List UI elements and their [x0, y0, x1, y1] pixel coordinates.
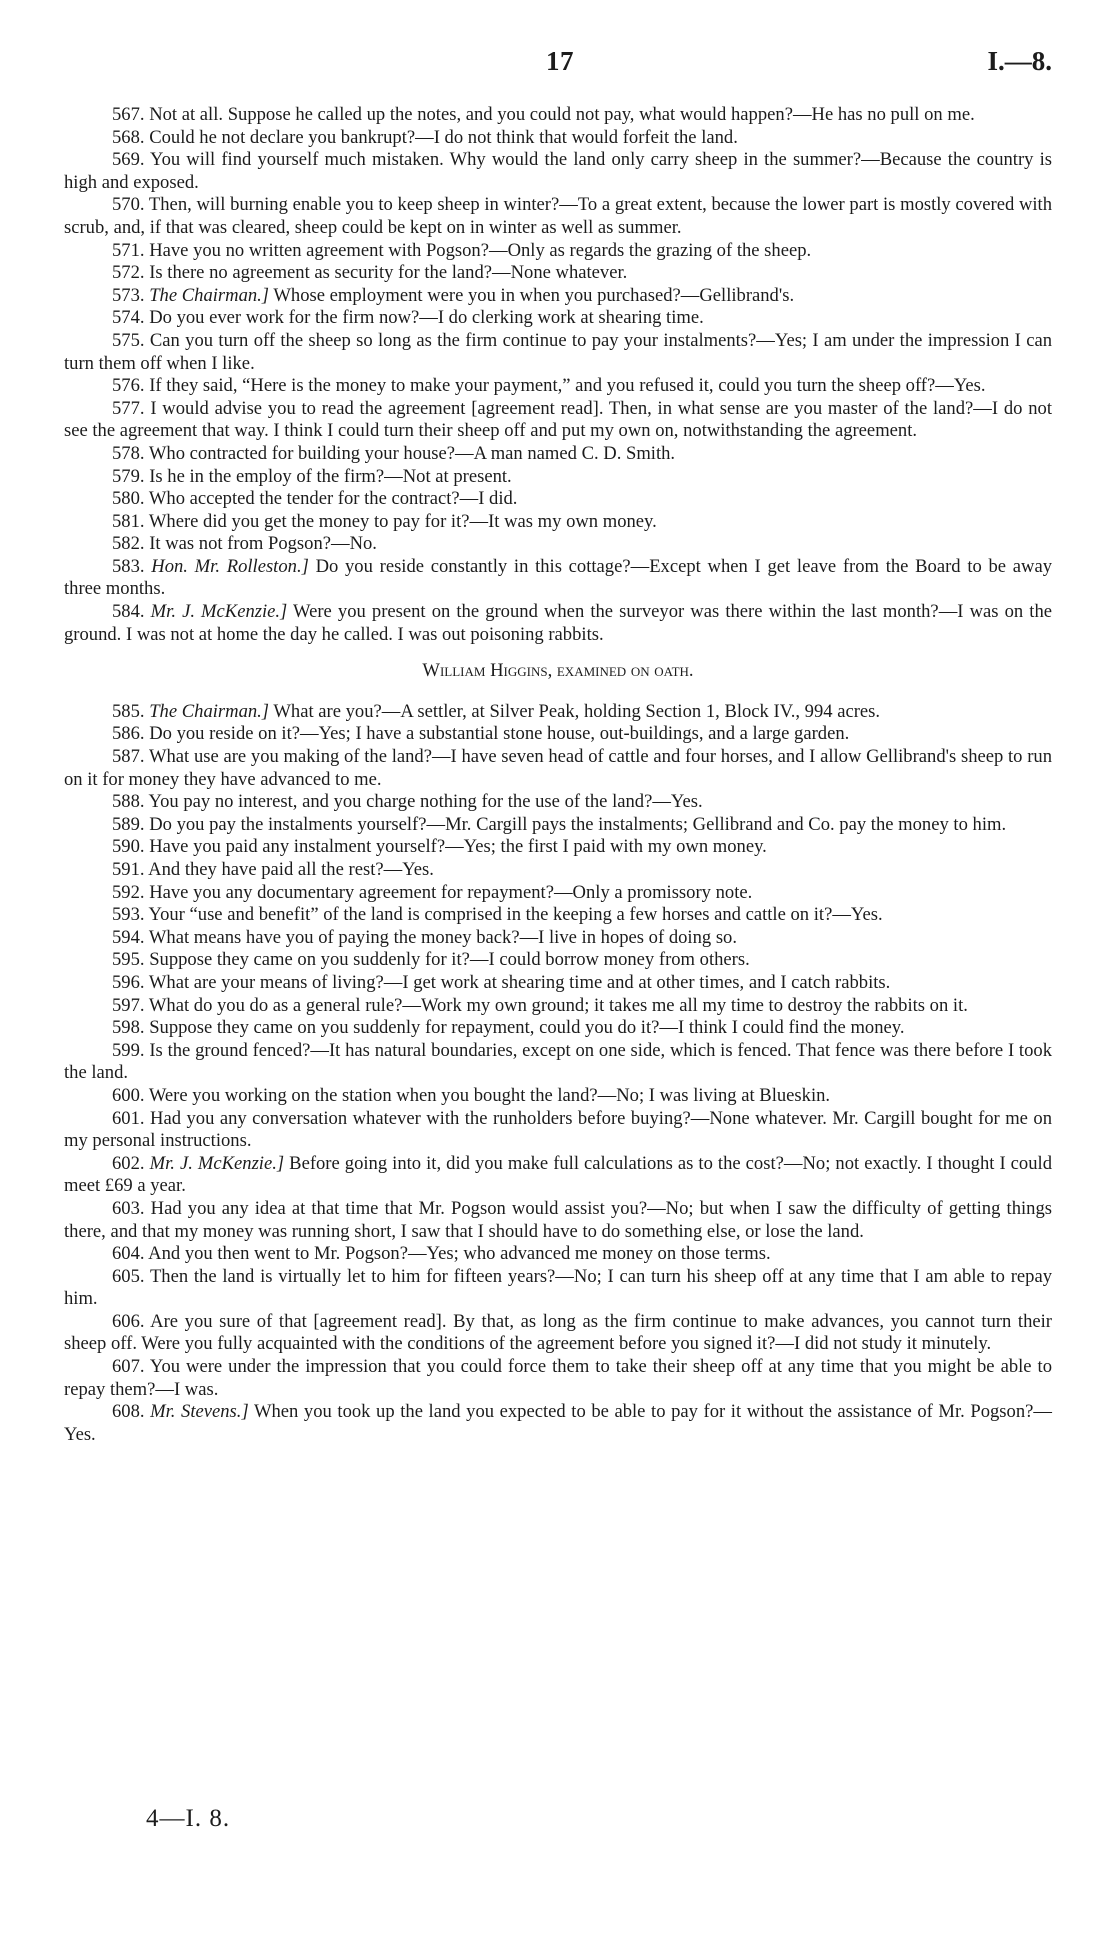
- question-number: 591.: [112, 859, 145, 880]
- speaker-name: The Chairman.]: [149, 284, 270, 306]
- question-number: 574.: [112, 307, 145, 329]
- question-number: 595.: [112, 949, 145, 971]
- question-paragraph: [64, 104, 1052, 127]
- question-number: 576.: [112, 375, 145, 397]
- series-reference: I.—8.: [987, 46, 1052, 76]
- question-text: Whose employment were you in when you purchased?—Gellibrand's.: [269, 284, 795, 306]
- question-number: 568.: [112, 126, 145, 148]
- question-text: Were you working on the station when you bought the land?—No; I was living at Blueskin.: [148, 1084, 831, 1106]
- question-paragraph: [64, 307, 1052, 330]
- question-number: 586.: [112, 723, 145, 745]
- signature-mark: 4—I. 8.: [146, 1805, 231, 1832]
- question-text: Is he in the employ of the firm?—Not at present.: [149, 465, 512, 487]
- question-paragraph: [64, 285, 1052, 308]
- question-paragraph: [64, 972, 1052, 995]
- question-text: You were under the impression that you could force them to take their sheep off at any time that you might be able to repay them?—I was.: [64, 1356, 1053, 1400]
- question-text: What are your means of living?—I get work at shearing time and at other times, and I catch rabbits.: [148, 971, 891, 993]
- question-number: 587.: [112, 746, 145, 768]
- question-paragraph: [64, 949, 1052, 972]
- question-number: 579.: [112, 465, 145, 487]
- question-paragraph: [64, 791, 1052, 814]
- question-paragraph: [64, 511, 1052, 534]
- question-paragraph: [64, 995, 1052, 1018]
- question-number: 567.: [112, 104, 145, 125]
- question-text: Had you any idea at that time that Mr. Pogson would assist you?—No; but when I saw the difficulty of getting things there, and that my money was running short, I saw that I should have to do something else, or lose the land.: [64, 1197, 1052, 1242]
- evidence-block-1: [64, 104, 1052, 646]
- question-text: Suppose they came on you suddenly for repayment, could you do it?—I think I could find the money.: [149, 1017, 905, 1039]
- question-paragraph: [64, 836, 1052, 859]
- question-number: 573.: [112, 284, 145, 306]
- question-text: Who contracted for building your house?—A man named C. D. Smith.: [148, 442, 676, 464]
- question-paragraph: [64, 1356, 1052, 1401]
- question-text: Could he not declare you bankrupt?—I do not think that would forfeit the land.: [149, 126, 738, 148]
- question-number: 596.: [112, 971, 145, 993]
- question-text: Have you no written agreement with Pogson?—Only as regards the grazing of the sheep.: [149, 239, 812, 261]
- question-number: 607.: [112, 1356, 145, 1378]
- question-number: 597.: [112, 994, 145, 1016]
- question-text: Is the ground fenced?—It has natural boundaries, except on one side, which is fenced. That fence was there before I took the land.: [64, 1039, 1052, 1084]
- question-number: 585.: [112, 700, 145, 722]
- question-paragraph: [64, 1401, 1052, 1446]
- question-text: Your “use and benefit” of the land is comprised in the keeping a few horses and cattle on it?—Yes.: [148, 904, 883, 926]
- question-number: 599.: [112, 1039, 145, 1061]
- question-text: What are you?—A settler, at Silver Peak, holding Section 1, Block IV., 994 acres.: [269, 700, 881, 722]
- speaker-name: Mr. J. McKenzie.]: [150, 601, 288, 623]
- question-number: 570.: [112, 194, 145, 216]
- question-number: 582.: [112, 533, 145, 555]
- question-text: Is there no agreement as security for the land?—None whatever.: [149, 262, 628, 284]
- question-number: 588.: [112, 791, 145, 813]
- question-text: It was not from Pogson?—No.: [149, 533, 377, 555]
- question-paragraph: [64, 149, 1052, 194]
- question-number: 590.: [112, 836, 145, 858]
- question-number: 577.: [112, 397, 145, 419]
- question-text: You pay no interest, and you charge nothing for the use of the land?—Yes.: [148, 791, 703, 813]
- question-paragraph: [64, 1311, 1052, 1356]
- speaker-name: The Chairman.]: [149, 700, 270, 722]
- question-paragraph: [64, 443, 1052, 466]
- question-paragraph: [64, 1085, 1052, 1108]
- question-number: 571.: [112, 239, 145, 261]
- question-paragraph: [64, 601, 1052, 646]
- question-number: 584.: [112, 601, 145, 623]
- question-paragraph: [64, 927, 1052, 950]
- question-paragraph: [64, 262, 1052, 285]
- question-number: 572.: [112, 262, 145, 284]
- question-number: 592.: [112, 881, 145, 903]
- question-paragraph: [64, 1040, 1052, 1085]
- question-paragraph: [64, 194, 1052, 239]
- question-text: Do you reside on it?—Yes; I have a substantial stone house, out-buildings, and a large garden.: [149, 723, 850, 745]
- question-paragraph: [64, 904, 1052, 927]
- question-text: Then the land is virtually let to him for fifteen years?—No; I can turn his sheep off at any time that I am able to repay him.: [64, 1265, 1052, 1310]
- question-number: 569.: [112, 149, 145, 171]
- question-text: When you took up the land you expected to be able to pay for it without the assistance of Mr. Pogson?—Yes.: [64, 1401, 1052, 1445]
- question-paragraph: [64, 814, 1052, 837]
- question-paragraph: [64, 488, 1052, 511]
- question-text: Before going into it, did you make full calculations as to the cost?—No; not exactly. I thought I could meet £69 a year.: [64, 1152, 1052, 1197]
- question-number: 605.: [112, 1265, 145, 1287]
- question-text: I would advise you to read the agreement [agreement read]. Then, in what sense are you master of the land?—I do not see the agreement that way. I think I could turn their sheep off and put my own on, notwithstanding the agreement.: [64, 397, 1052, 442]
- page-number: 17: [546, 46, 574, 76]
- question-number: 604.: [112, 1243, 145, 1265]
- question-paragraph: [64, 556, 1052, 601]
- question-text: Were you present on the ground when the surveyor was there within the last month?—I was on the ground. I was not at home the day he called. I was out poisoning rabbits.: [64, 601, 1052, 645]
- question-paragraph: [64, 240, 1052, 263]
- question-text: Who accepted the tender for the contract?—I did.: [148, 488, 518, 510]
- evidence-block-2: [64, 701, 1052, 1447]
- question-text: Do you pay the instalments yourself?—Mr. Cargill pays the instalments; Gellibrand and Co. pay the money to him.: [149, 813, 1007, 835]
- question-text: Have you any documentary agreement for repayment?—Only a promissory note.: [149, 881, 753, 903]
- question-paragraph: [64, 1243, 1052, 1266]
- question-paragraph: [64, 723, 1052, 746]
- question-paragraph: [64, 533, 1052, 556]
- question-text: Had you any conversation whatever with the runholders before buying?—None whatever. Mr. Cargill bought for me on my personal instructions.: [64, 1107, 1052, 1152]
- question-number: 606.: [112, 1310, 145, 1332]
- question-number: 580.: [112, 488, 145, 510]
- question-text: What means have you of paying the money back?—I live in hopes of doing so.: [148, 926, 737, 948]
- question-text: What do you do as a general rule?—Work my own ground; it takes me all my time to destroy the rabbits on it.: [148, 994, 968, 1016]
- question-number: 601.: [112, 1107, 145, 1129]
- question-paragraph: [64, 1108, 1052, 1153]
- question-number: 598.: [112, 1017, 145, 1039]
- question-paragraph: [64, 398, 1052, 443]
- witness-heading: William Higgins, examined on oath.: [422, 660, 694, 682]
- question-text: And they have paid all the rest?—Yes.: [148, 859, 434, 880]
- question-paragraph: [64, 1198, 1052, 1243]
- question-text: Do you ever work for the firm now?—I do clerking work at shearing time.: [149, 307, 704, 329]
- question-number: 581.: [112, 510, 145, 532]
- speaker-name: Hon. Mr. Rolleston.]: [151, 555, 309, 577]
- question-paragraph: [64, 1153, 1052, 1198]
- question-paragraph: [64, 859, 1052, 882]
- question-number: 578.: [112, 442, 145, 464]
- question-number: 583.: [112, 555, 145, 577]
- question-number: 602.: [112, 1152, 145, 1174]
- question-text: Can you turn off the sheep so long as the firm continue to pay your instalments?—Yes; I am under the impression I can turn them off when I like.: [64, 329, 1052, 374]
- question-text: You will find yourself much mistaken. Why would the land only carry sheep in the summer?—Because the country is high and exposed.: [64, 149, 1052, 193]
- question-number: 589.: [112, 813, 145, 835]
- question-paragraph: [64, 701, 1052, 724]
- speaker-name: Mr. J. McKenzie.]: [149, 1152, 285, 1174]
- question-number: 608.: [112, 1401, 145, 1423]
- question-number: 603.: [112, 1197, 145, 1219]
- question-text: Where did you get the money to pay for it?—It was my own money.: [148, 510, 657, 532]
- speaker-name: Mr. Stevens.]: [150, 1401, 249, 1423]
- question-text: Suppose they came on you suddenly for it?—I could borrow money from others.: [149, 949, 750, 971]
- question-number: 575.: [112, 329, 145, 351]
- question-text: And you then went to Mr. Pogson?—Yes; who advanced me money on those terms.: [148, 1243, 771, 1265]
- question-paragraph: [64, 1017, 1052, 1040]
- question-paragraph: [64, 330, 1052, 375]
- question-number: 594.: [112, 926, 145, 948]
- evidence-text: [64, 104, 1052, 1446]
- question-text: Are you sure of that [agreement read]. By that, as long as the firm continue to make advances, you cannot turn their sheep off. Were you fully acquainted with the conditions of the agreement before you signed it?—I did not study it minutely.: [64, 1310, 1052, 1355]
- question-number: 593.: [112, 904, 145, 926]
- question-paragraph: [64, 746, 1052, 791]
- question-text: Then, will burning enable you to keep sheep in winter?—To a great extent, because the lower part is mostly covered with scrub, and, if that was cleared, sheep could be kept on in winter as well as summer.: [64, 194, 1053, 238]
- question-text: Have you paid any instalment yourself?—Yes; the first I paid with my own money.: [149, 836, 767, 858]
- question-paragraph: [64, 127, 1052, 150]
- question-paragraph: [64, 882, 1052, 905]
- question-paragraph: [64, 1266, 1052, 1311]
- question-paragraph: [64, 466, 1052, 489]
- question-paragraph: [64, 375, 1052, 398]
- question-text: Not at all. Suppose he called up the notes, and you could not pay, what would happen?—He has no pull on me.: [149, 104, 975, 125]
- question-text: What use are you making of the land?—I have seven head of cattle and four horses, and I allow Gellibrand's sheep to run on it for money they have advanced to me.: [64, 746, 1053, 790]
- question-number: 600.: [112, 1084, 145, 1106]
- question-text: If they said, “Here is the money to make your payment,” and you refused it, could you turn the sheep off?—Yes.: [149, 375, 986, 397]
- question-text: Do you reside constantly in this cottage?—Except when I get leave from the Board to be away three months.: [64, 555, 1053, 600]
